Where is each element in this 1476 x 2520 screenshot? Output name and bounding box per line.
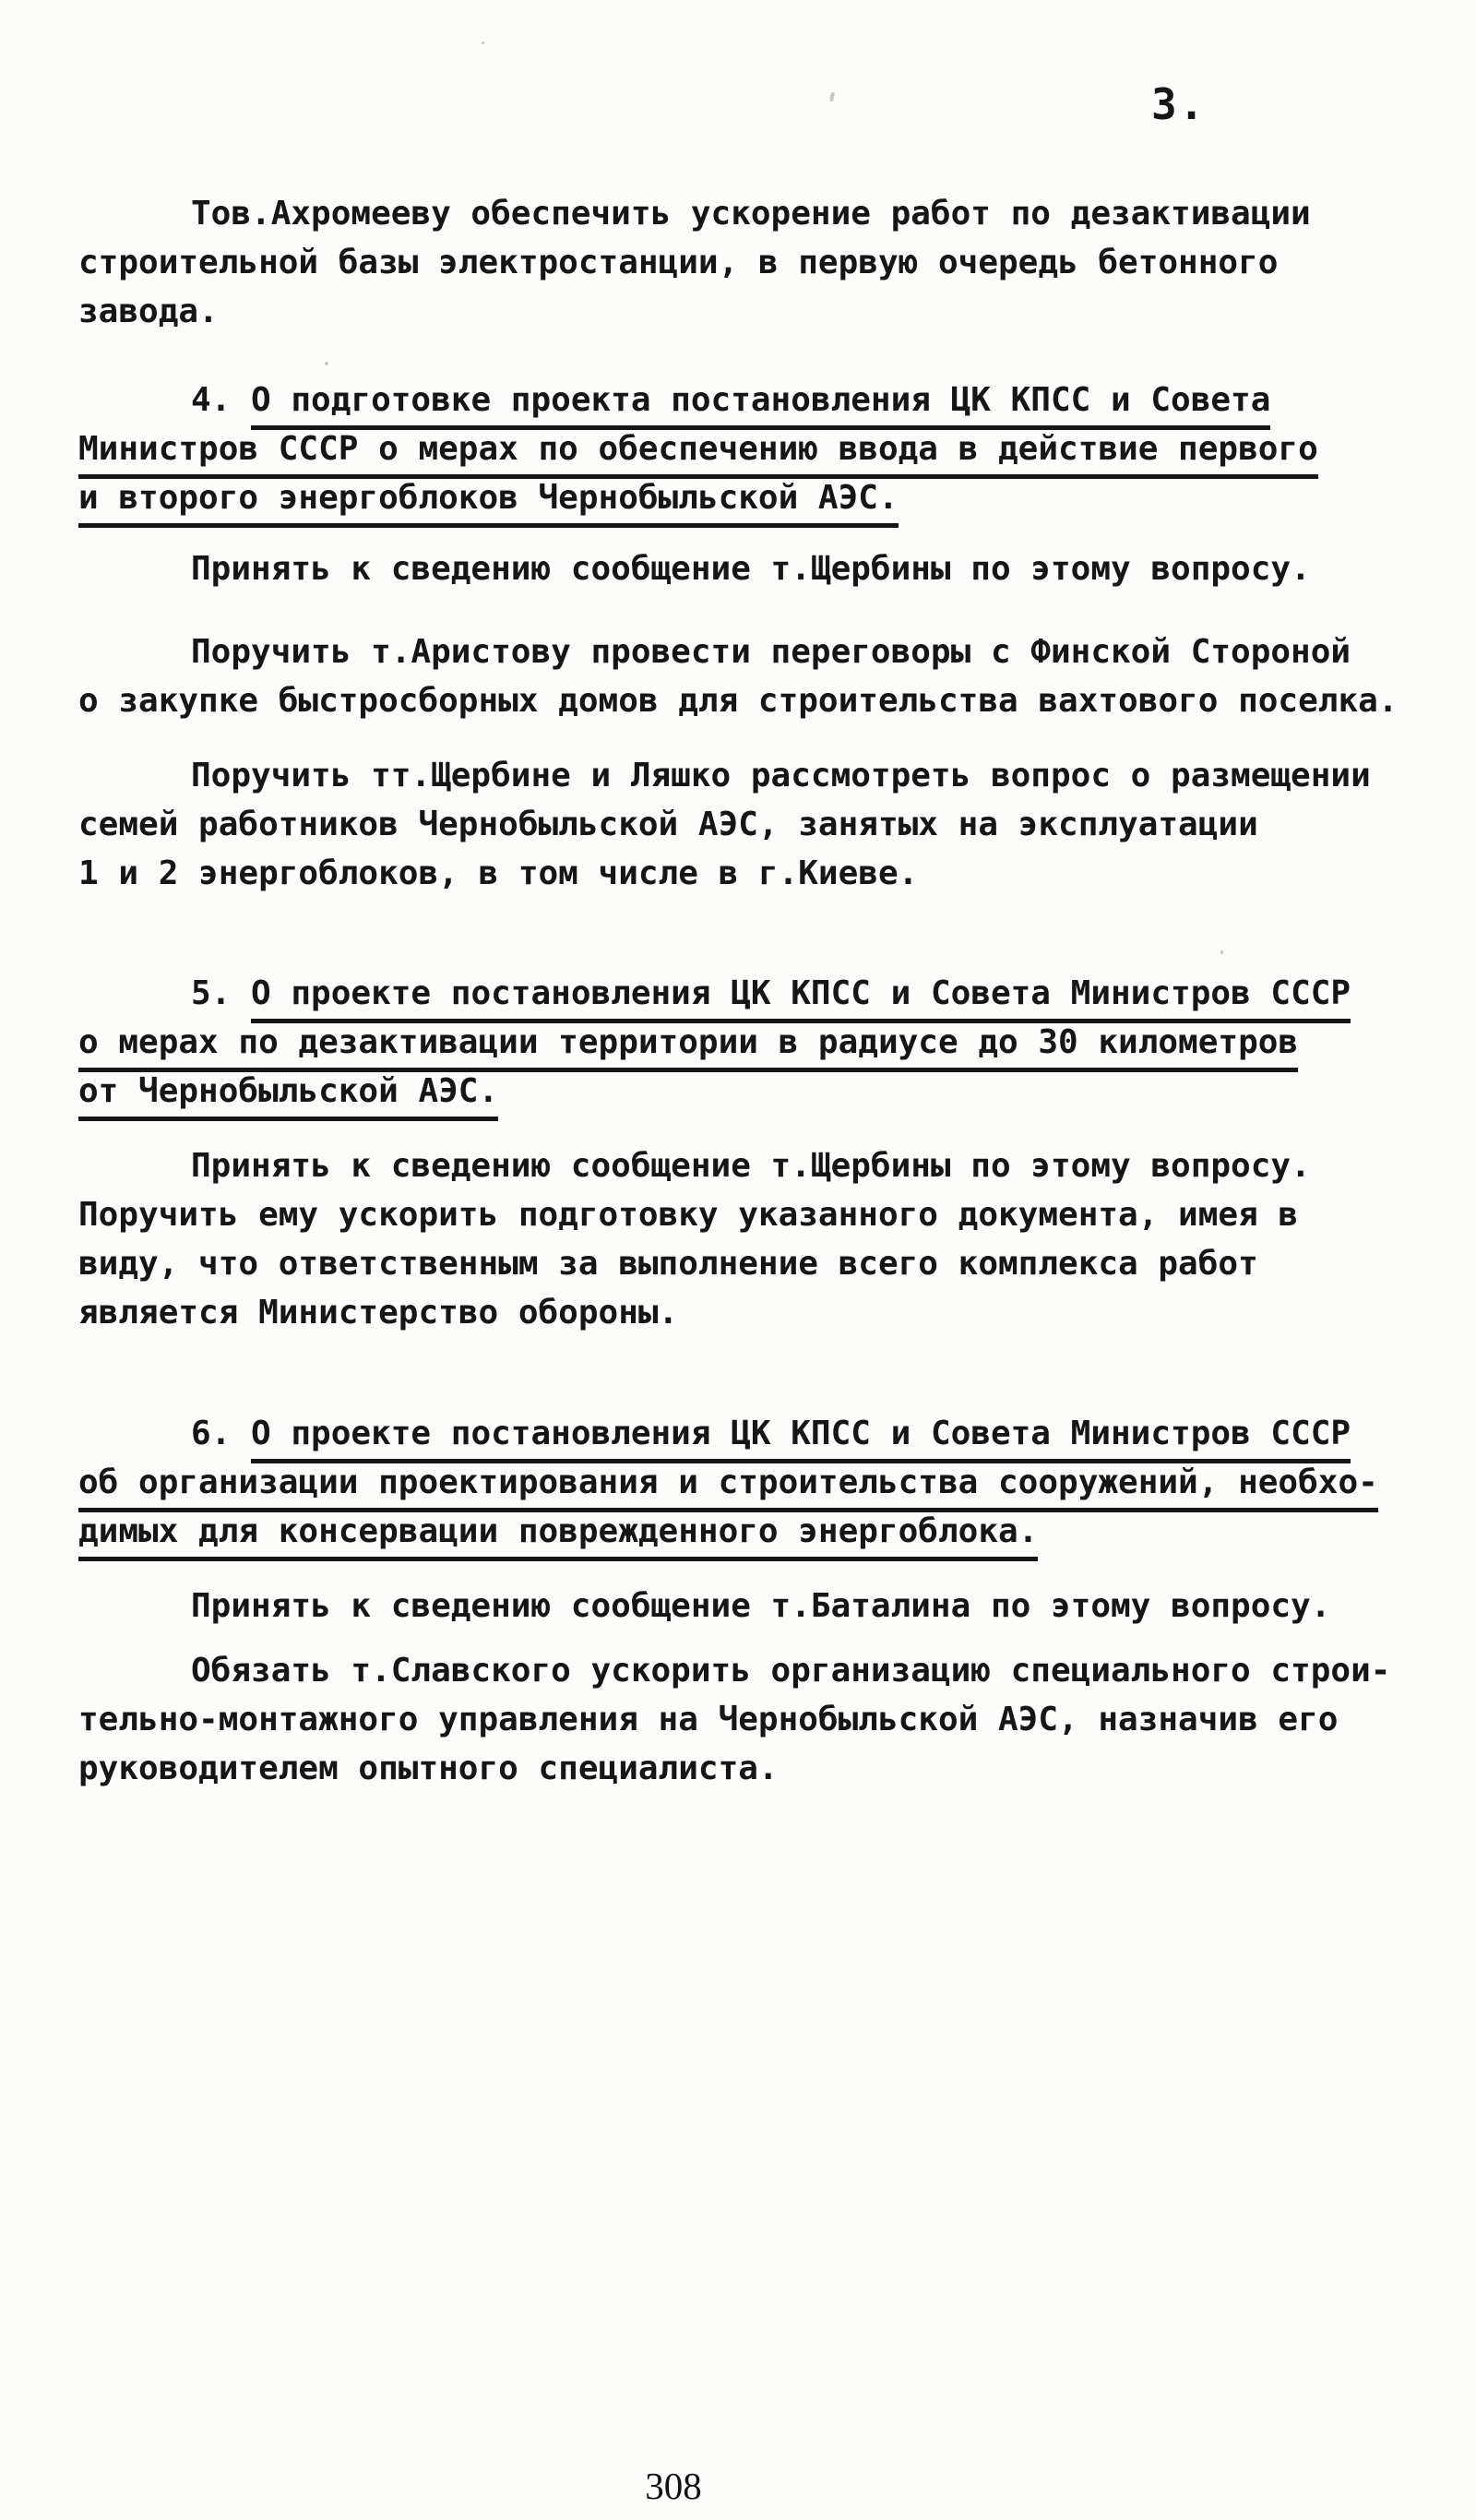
text-line: [78, 676, 1421, 725]
page-number: 3.: [1151, 79, 1207, 129]
line-text: завода.: [78, 293, 219, 330]
line-text: Принять к сведению сообщение т.Баталина по этому вопросу.: [191, 1587, 1331, 1625]
heading-text: О подготовке проекта постановления ЦК КПСС и Совета: [251, 380, 1270, 430]
heading-line: [78, 1409, 1421, 1458]
line-text: семей работников Чернобыльской АЭС, занятых на эксплуатации: [78, 806, 1258, 843]
text-line: [78, 238, 1421, 287]
heading-text: об организации проектирования и строительства сооружений, необхо-: [78, 1463, 1378, 1512]
paragraph-akhromeyev: [78, 189, 1421, 336]
paragraph-shcherbina-note-5: [78, 1141, 1421, 1337]
line-text: виду, что ответственным за выполнение всего комплекса работ: [78, 1245, 1258, 1283]
text-line: [78, 544, 1421, 593]
text-line: [78, 1582, 1421, 1630]
heading-line: [78, 1507, 1421, 1556]
heading-line: [78, 969, 1421, 1018]
line-text: Обязать т.Славского ускорить организацию специального строи-: [191, 1652, 1391, 1690]
heading-text: О проекте постановления ЦК КПСС и Совета Министров СССР: [251, 1414, 1351, 1463]
heading-text: Министров СССР о мерах по обеспечению ввода в действие первого: [78, 429, 1318, 479]
text-line: [78, 1744, 1421, 1793]
section-number: 6.: [191, 1415, 252, 1452]
text-line: [78, 1141, 1421, 1190]
scan-artifact: [829, 92, 835, 102]
line-text: Тов.Ахромееву обеспечить ускорение работ по дезактивации: [191, 195, 1311, 233]
line-text: о закупке быстросборных домов для строительства вахтового поселка.: [78, 682, 1399, 720]
section-number: 5.: [191, 974, 252, 1012]
line-text: Поручить тт.Щербине и Ляшко рассмотреть вопрос о размещении: [191, 757, 1371, 794]
paragraph-slavsky: [78, 1646, 1421, 1793]
paragraph-shcherbina-note-4: [78, 544, 1421, 593]
text-line: [78, 1239, 1421, 1288]
line-text: руководителем опытного специалиста.: [78, 1750, 779, 1787]
scan-artifact: [1220, 950, 1223, 954]
scan-artifact: [482, 42, 484, 44]
section-5-heading: [78, 969, 1421, 1116]
text-line: [78, 800, 1421, 849]
heading-line: [78, 473, 1421, 522]
text-line: [78, 1190, 1421, 1239]
text-line: [78, 1288, 1421, 1337]
text-line: [78, 1695, 1421, 1744]
text-line: [78, 189, 1421, 238]
line-text: является Министерство обороны.: [78, 1294, 679, 1332]
footer-page-number: 308: [645, 2465, 702, 2507]
text-line: [78, 849, 1421, 898]
line-text: 1 и 2 энергоблоков, в том числе в г.Киеве.: [78, 854, 919, 892]
paragraph-batalin-note: [78, 1582, 1421, 1630]
text-line: [78, 627, 1421, 676]
heading-text: о мерах по дезактивации территории в радиусе до 30 километров: [78, 1022, 1298, 1072]
heading-line: [78, 1018, 1421, 1067]
paragraph-aristov: [78, 627, 1421, 725]
heading-text: и второго энергоблоков Чернобыльской АЭС.: [78, 478, 899, 528]
section-4-heading: [78, 376, 1421, 522]
heading-text: от Чернобыльской АЭС.: [78, 1071, 498, 1121]
paragraph-shcherbina-lyashko: [78, 751, 1421, 898]
line-text: тельно-монтажного управления на Чернобыльской АЭС, назначив его: [78, 1701, 1339, 1738]
section-6-heading: [78, 1409, 1421, 1556]
heading-text: димых для консервации поврежденного энергоблока.: [78, 1511, 1038, 1561]
text-line: [78, 751, 1421, 800]
heading-line: [78, 424, 1421, 473]
heading-line: [78, 1067, 1421, 1116]
text-line: [78, 287, 1421, 336]
scan-artifact: [325, 362, 328, 365]
line-text: Поручить т.Аристову провести переговоры с Финской Стороной: [191, 633, 1351, 671]
line-text: строительной базы электростанции, в первую очередь бетонного: [78, 244, 1279, 281]
heading-line: [78, 376, 1421, 424]
section-number: 4.: [191, 381, 252, 419]
heading-text: О проекте постановления ЦК КПСС и Совета Министров СССР: [251, 973, 1351, 1023]
line-text: Принять к сведению сообщение т.Щербины по этому вопросу.: [191, 550, 1311, 588]
text-line: [78, 1646, 1421, 1695]
line-text: Поручить ему ускорить подготовку указанного документа, имея в: [78, 1196, 1299, 1234]
heading-line: [78, 1458, 1421, 1507]
line-text: Принять к сведению сообщение т.Щербины по этому вопросу.: [191, 1147, 1311, 1185]
